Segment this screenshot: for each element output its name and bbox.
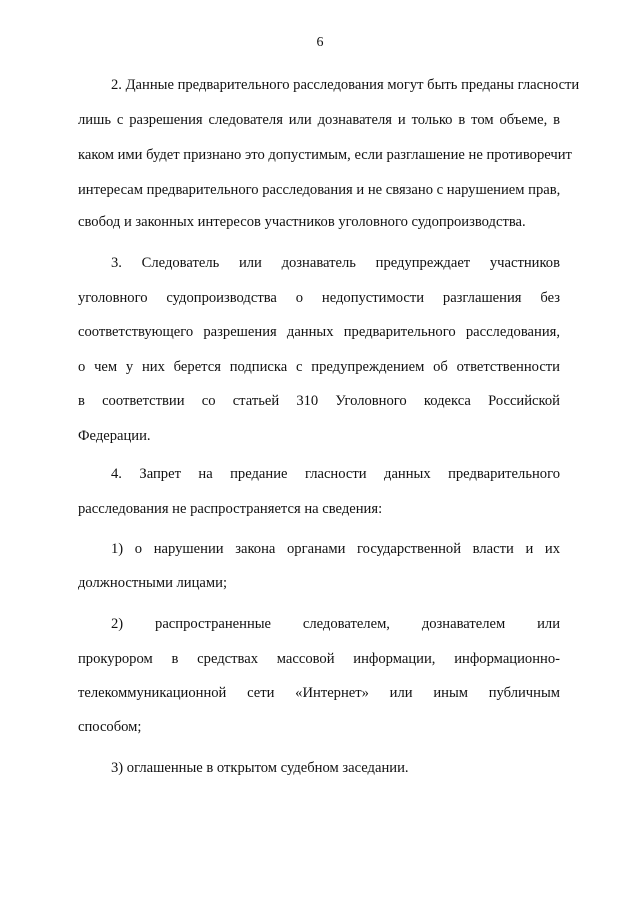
list-item-1-line: 1) о нарушении закона органами государственной власти и их bbox=[111, 541, 560, 557]
paragraph-3-line: уголовного судопроизводства о недопустимости разглашения без bbox=[78, 290, 560, 306]
list-item-1-line: должностными лицами; bbox=[78, 575, 228, 591]
paragraph-2-line: свобод и законных интересов участников уголовного судопроизводства. bbox=[78, 214, 526, 230]
paragraph-2-line: каком ими будет признано это допустимым, если разглашение не противоречит bbox=[78, 147, 572, 163]
paragraph-3-line: 3. Следователь или дознаватель предупреждает участников bbox=[111, 255, 560, 271]
list-item-2-line: телекоммуникационной сети «Интернет» или иным публичным bbox=[78, 685, 560, 701]
paragraph-4-line: 4. Запрет на предание гласности данных предварительного bbox=[111, 466, 560, 482]
paragraph-2-line: интересам предварительного расследования и не связано с нарушением прав, bbox=[78, 182, 561, 198]
list-item-2-line: 2) распространенные следователем, дознавателем или bbox=[111, 616, 560, 632]
list-item-3-line: 3) оглашенные в открытом судебном заседании. bbox=[111, 760, 409, 776]
list-item-2-line: прокурором в средствах массовой информации, информационно- bbox=[78, 651, 560, 667]
paragraph-3-line: Федерации. bbox=[78, 428, 151, 444]
paragraph-3-line: о чем у них берется подписка с предупреждением об ответственности bbox=[78, 359, 560, 375]
list-item-2-line: способом; bbox=[78, 719, 142, 735]
paragraph-4-line: расследования не распространяется на сведения: bbox=[78, 501, 383, 517]
paragraph-3-line: в соответствии со статьей 310 Уголовного кодекса Российской bbox=[78, 393, 560, 409]
paragraph-2-line: лишь с разрешения следователя или дознавателя и только в том объеме, в bbox=[78, 112, 560, 128]
page-number: 6 bbox=[316, 35, 324, 50]
paragraph-2-line: 2. Данные предварительного расследования могут быть преданы гласности bbox=[111, 77, 580, 93]
paragraph-3-line: соответствующего разрешения данных предварительного расследования, bbox=[78, 324, 560, 340]
